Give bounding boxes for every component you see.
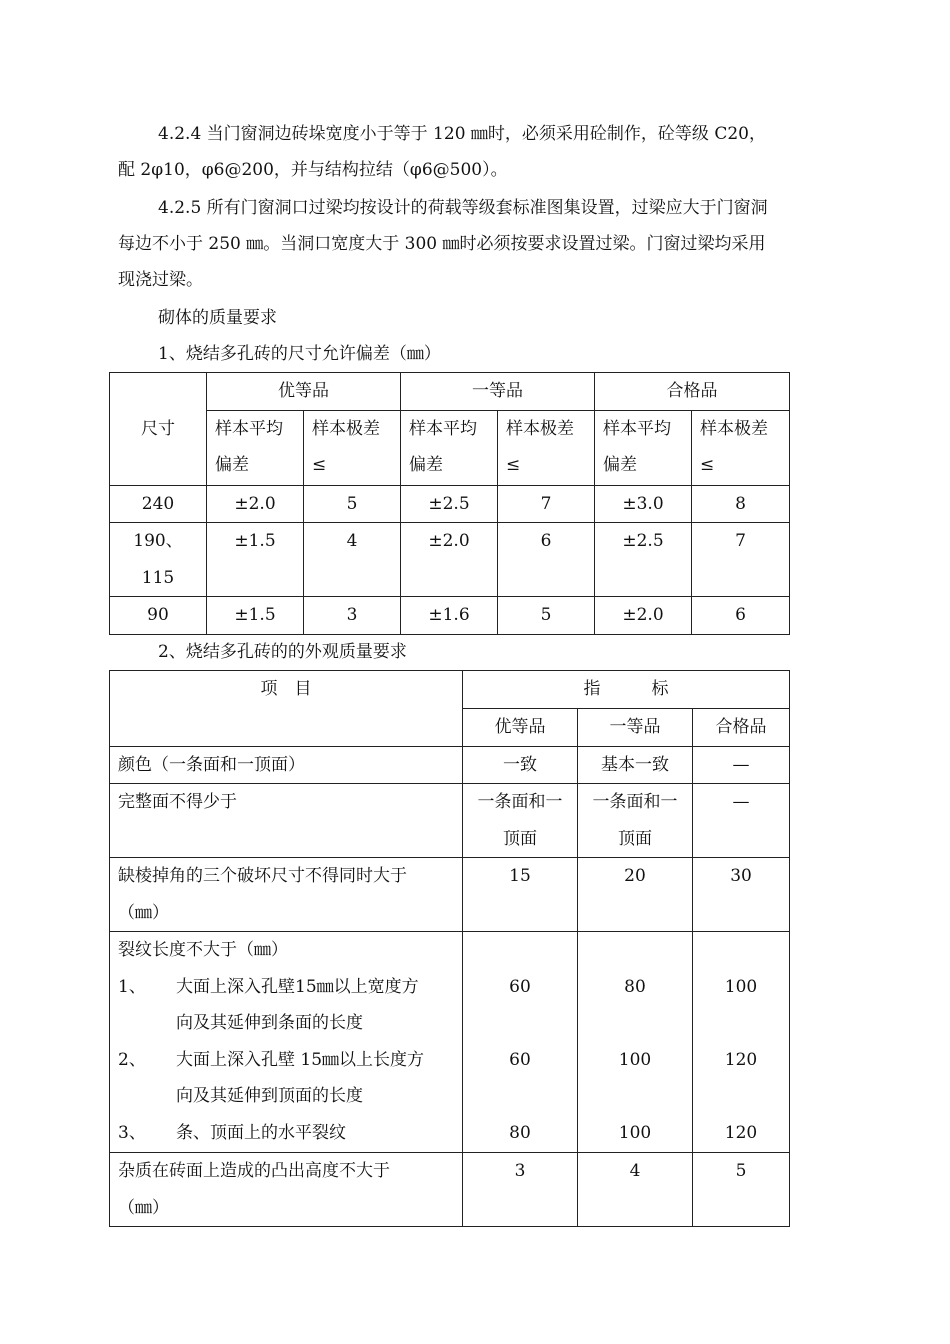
value-cell bbox=[578, 784, 693, 858]
sub-header-range-line2: ≤ bbox=[700, 455, 715, 475]
value-cell: ±2.0 bbox=[401, 523, 498, 597]
value-cell: ±2.0 bbox=[595, 597, 692, 635]
table-row bbox=[110, 858, 790, 932]
crack-value: 100 bbox=[618, 1122, 652, 1143]
value-cell: 7 bbox=[692, 523, 790, 597]
size-cell-line2: 115 bbox=[141, 567, 175, 588]
value-cell bbox=[463, 784, 578, 858]
grade-header-premium: 优等品 bbox=[207, 373, 401, 411]
table-row bbox=[110, 1153, 790, 1227]
appearance-quality-table bbox=[109, 670, 790, 1227]
grade-header-premium: 优等品 bbox=[463, 709, 578, 747]
size-cell bbox=[110, 523, 207, 597]
crack-value: 120 bbox=[724, 1122, 758, 1143]
table-row bbox=[110, 485, 790, 523]
grade-header-first: 一等品 bbox=[401, 373, 595, 411]
sub-header-range bbox=[304, 410, 401, 485]
value-cell: 5 bbox=[304, 485, 401, 523]
sub-header-avg bbox=[401, 410, 498, 485]
table2-caption: 2、烧结多孔砖的的外观质量要求 bbox=[158, 642, 407, 662]
value-cell: 30 bbox=[693, 858, 790, 932]
index-header: 指 标 bbox=[463, 671, 790, 709]
value-line1: 一条面和一 bbox=[592, 792, 678, 812]
crack-value: 80 bbox=[624, 976, 646, 997]
value-cell bbox=[463, 932, 578, 1153]
sub-header-range-line1: 样本极差 bbox=[312, 418, 380, 439]
sub-header-range bbox=[692, 410, 790, 485]
crack-item-2 bbox=[118, 1042, 462, 1079]
value-cell: 5 bbox=[498, 597, 595, 635]
crack-title: 裂纹长度不大于（㎜） bbox=[118, 940, 288, 960]
crack-value: 60 bbox=[509, 1049, 531, 1070]
value-cell: ±1.5 bbox=[207, 523, 304, 597]
size-cell: 240 bbox=[110, 485, 207, 523]
value-cell: 4 bbox=[578, 1153, 693, 1227]
item-label-color: 颜色（一条面和一顶面） bbox=[110, 746, 463, 784]
value-cell: 5 bbox=[693, 1153, 790, 1227]
value-cell: ±2.5 bbox=[401, 485, 498, 523]
label-line1: 杂质在砖面上造成的凸出高度不大于 bbox=[118, 1161, 390, 1181]
value-cell: ±1.5 bbox=[207, 597, 304, 635]
item-header: 项 目 bbox=[110, 671, 463, 747]
value-cell: 6 bbox=[498, 523, 595, 597]
grade-header-qualified: 合格品 bbox=[693, 709, 790, 747]
grade-header-first: 一等品 bbox=[578, 709, 693, 747]
sub-header-avg-line2: 偏差 bbox=[409, 455, 443, 475]
crack-item-text: 条、顶面上的水平裂纹 bbox=[176, 1122, 346, 1143]
sub-header-avg bbox=[207, 410, 304, 485]
value-cell: 一致 bbox=[463, 746, 578, 784]
sub-header-avg-line2: 偏差 bbox=[603, 455, 637, 475]
sub-header-avg bbox=[595, 410, 692, 485]
paragraph-4-2-4-line-1: 4.2.4 当门窗洞边砖垛宽度小于等于 120 ㎜时，必须采用砼制作，砼等级 C20， bbox=[158, 124, 766, 144]
value-line1: 一条面和一 bbox=[477, 792, 563, 812]
sub-header-range-line1: 样本极差 bbox=[700, 418, 768, 439]
crack-item-text: 大面上深入孔壁 15㎜以上长度方 bbox=[176, 1049, 425, 1070]
item-label-corner-damage bbox=[110, 858, 463, 932]
value-cell: 3 bbox=[304, 597, 401, 635]
paragraph-4-2-5-line-2: 每边不小于 250 ㎜。当洞口宽度大于 300 ㎜时必须按要求设置过梁。门窗过梁均采用 bbox=[118, 234, 766, 254]
value-line2: 顶面 bbox=[618, 828, 652, 849]
sub-header-avg-line2: 偏差 bbox=[215, 455, 249, 475]
value-cell: 3 bbox=[463, 1153, 578, 1227]
table1-caption: 1、烧结多孔砖的尺寸允许偏差（㎜） bbox=[158, 344, 441, 364]
sub-header-range-line1: 样本极差 bbox=[506, 418, 574, 439]
value-cell: ±3.0 bbox=[595, 485, 692, 523]
crack-item-3 bbox=[118, 1115, 462, 1152]
table-row bbox=[110, 523, 790, 597]
item-label-impurity bbox=[110, 1153, 463, 1227]
value-cell: 6 bbox=[692, 597, 790, 635]
crack-item-num: 2、 bbox=[118, 1049, 146, 1070]
sub-header-avg-line1: 样本平均 bbox=[215, 418, 283, 439]
crack-value: 60 bbox=[509, 976, 531, 997]
value-cell: 4 bbox=[304, 523, 401, 597]
label-line2: （㎜） bbox=[118, 1197, 169, 1218]
size-cell-line1: 190、 bbox=[133, 531, 183, 551]
value-cell: ±2.0 bbox=[207, 485, 304, 523]
crack-item-text-cont: 向及其延伸到条面的长度 bbox=[176, 1013, 363, 1033]
sub-header-avg-line1: 样本平均 bbox=[603, 418, 671, 439]
crack-value: 120 bbox=[724, 1049, 758, 1070]
value-cell: 7 bbox=[498, 485, 595, 523]
crack-value: 80 bbox=[509, 1122, 531, 1143]
sub-header-range bbox=[498, 410, 595, 485]
size-cell: 90 bbox=[110, 597, 207, 635]
grade-header-qualified: 合格品 bbox=[595, 373, 790, 411]
value-cell: ±1.6 bbox=[401, 597, 498, 635]
value-cell: ±2.5 bbox=[595, 523, 692, 597]
crack-value: 100 bbox=[724, 976, 758, 997]
value-cell: 20 bbox=[578, 858, 693, 932]
table-row bbox=[110, 597, 790, 635]
sub-header-avg-line1: 样本平均 bbox=[409, 418, 477, 439]
crack-item-num: 1、 bbox=[118, 976, 146, 997]
table-row bbox=[110, 932, 790, 1153]
value-cell: 15 bbox=[463, 858, 578, 932]
paragraph-4-2-5-line-1: 4.2.5 所有门窗洞口过梁均按设计的荷载等级套标准图集设置，过梁应大于门窗洞 bbox=[158, 198, 768, 218]
table-row bbox=[110, 746, 790, 784]
value-cell: 基本一致 bbox=[578, 746, 693, 784]
label-line1: 缺棱掉角的三个破坏尺寸不得同时大于 bbox=[118, 866, 407, 886]
crack-item-text-cont: 向及其延伸到顶面的长度 bbox=[176, 1086, 363, 1106]
value-line2: 顶面 bbox=[503, 828, 537, 849]
crack-value: 100 bbox=[618, 1049, 652, 1070]
sub-header-range-line2: ≤ bbox=[312, 455, 327, 475]
label-line2: （㎜） bbox=[118, 902, 169, 923]
value-cell: 8 bbox=[692, 485, 790, 523]
crack-item-num: 3、 bbox=[118, 1122, 146, 1143]
size-deviation-table bbox=[109, 372, 790, 635]
paragraph-4-2-4-line-2: 配 2φ10，φ6@200，并与结构拉结（φ6@500）。 bbox=[118, 160, 508, 180]
value-cell bbox=[578, 932, 693, 1153]
table-row bbox=[110, 784, 790, 858]
size-header: 尺寸 bbox=[110, 373, 207, 486]
item-label-complete-face: 完整面不得少于 bbox=[110, 784, 463, 858]
section-title: 砌体的质量要求 bbox=[158, 308, 277, 328]
value-cell: — bbox=[693, 746, 790, 784]
value-cell: — bbox=[693, 784, 790, 858]
paragraph-4-2-5-line-3: 现浇过梁。 bbox=[118, 270, 203, 290]
sub-header-range-line2: ≤ bbox=[506, 455, 521, 475]
crack-item-text: 大面上深入孔壁15㎜以上宽度方 bbox=[176, 976, 419, 997]
item-label-crack bbox=[110, 932, 463, 1153]
value-cell bbox=[693, 932, 790, 1153]
crack-item-1 bbox=[118, 969, 462, 1006]
